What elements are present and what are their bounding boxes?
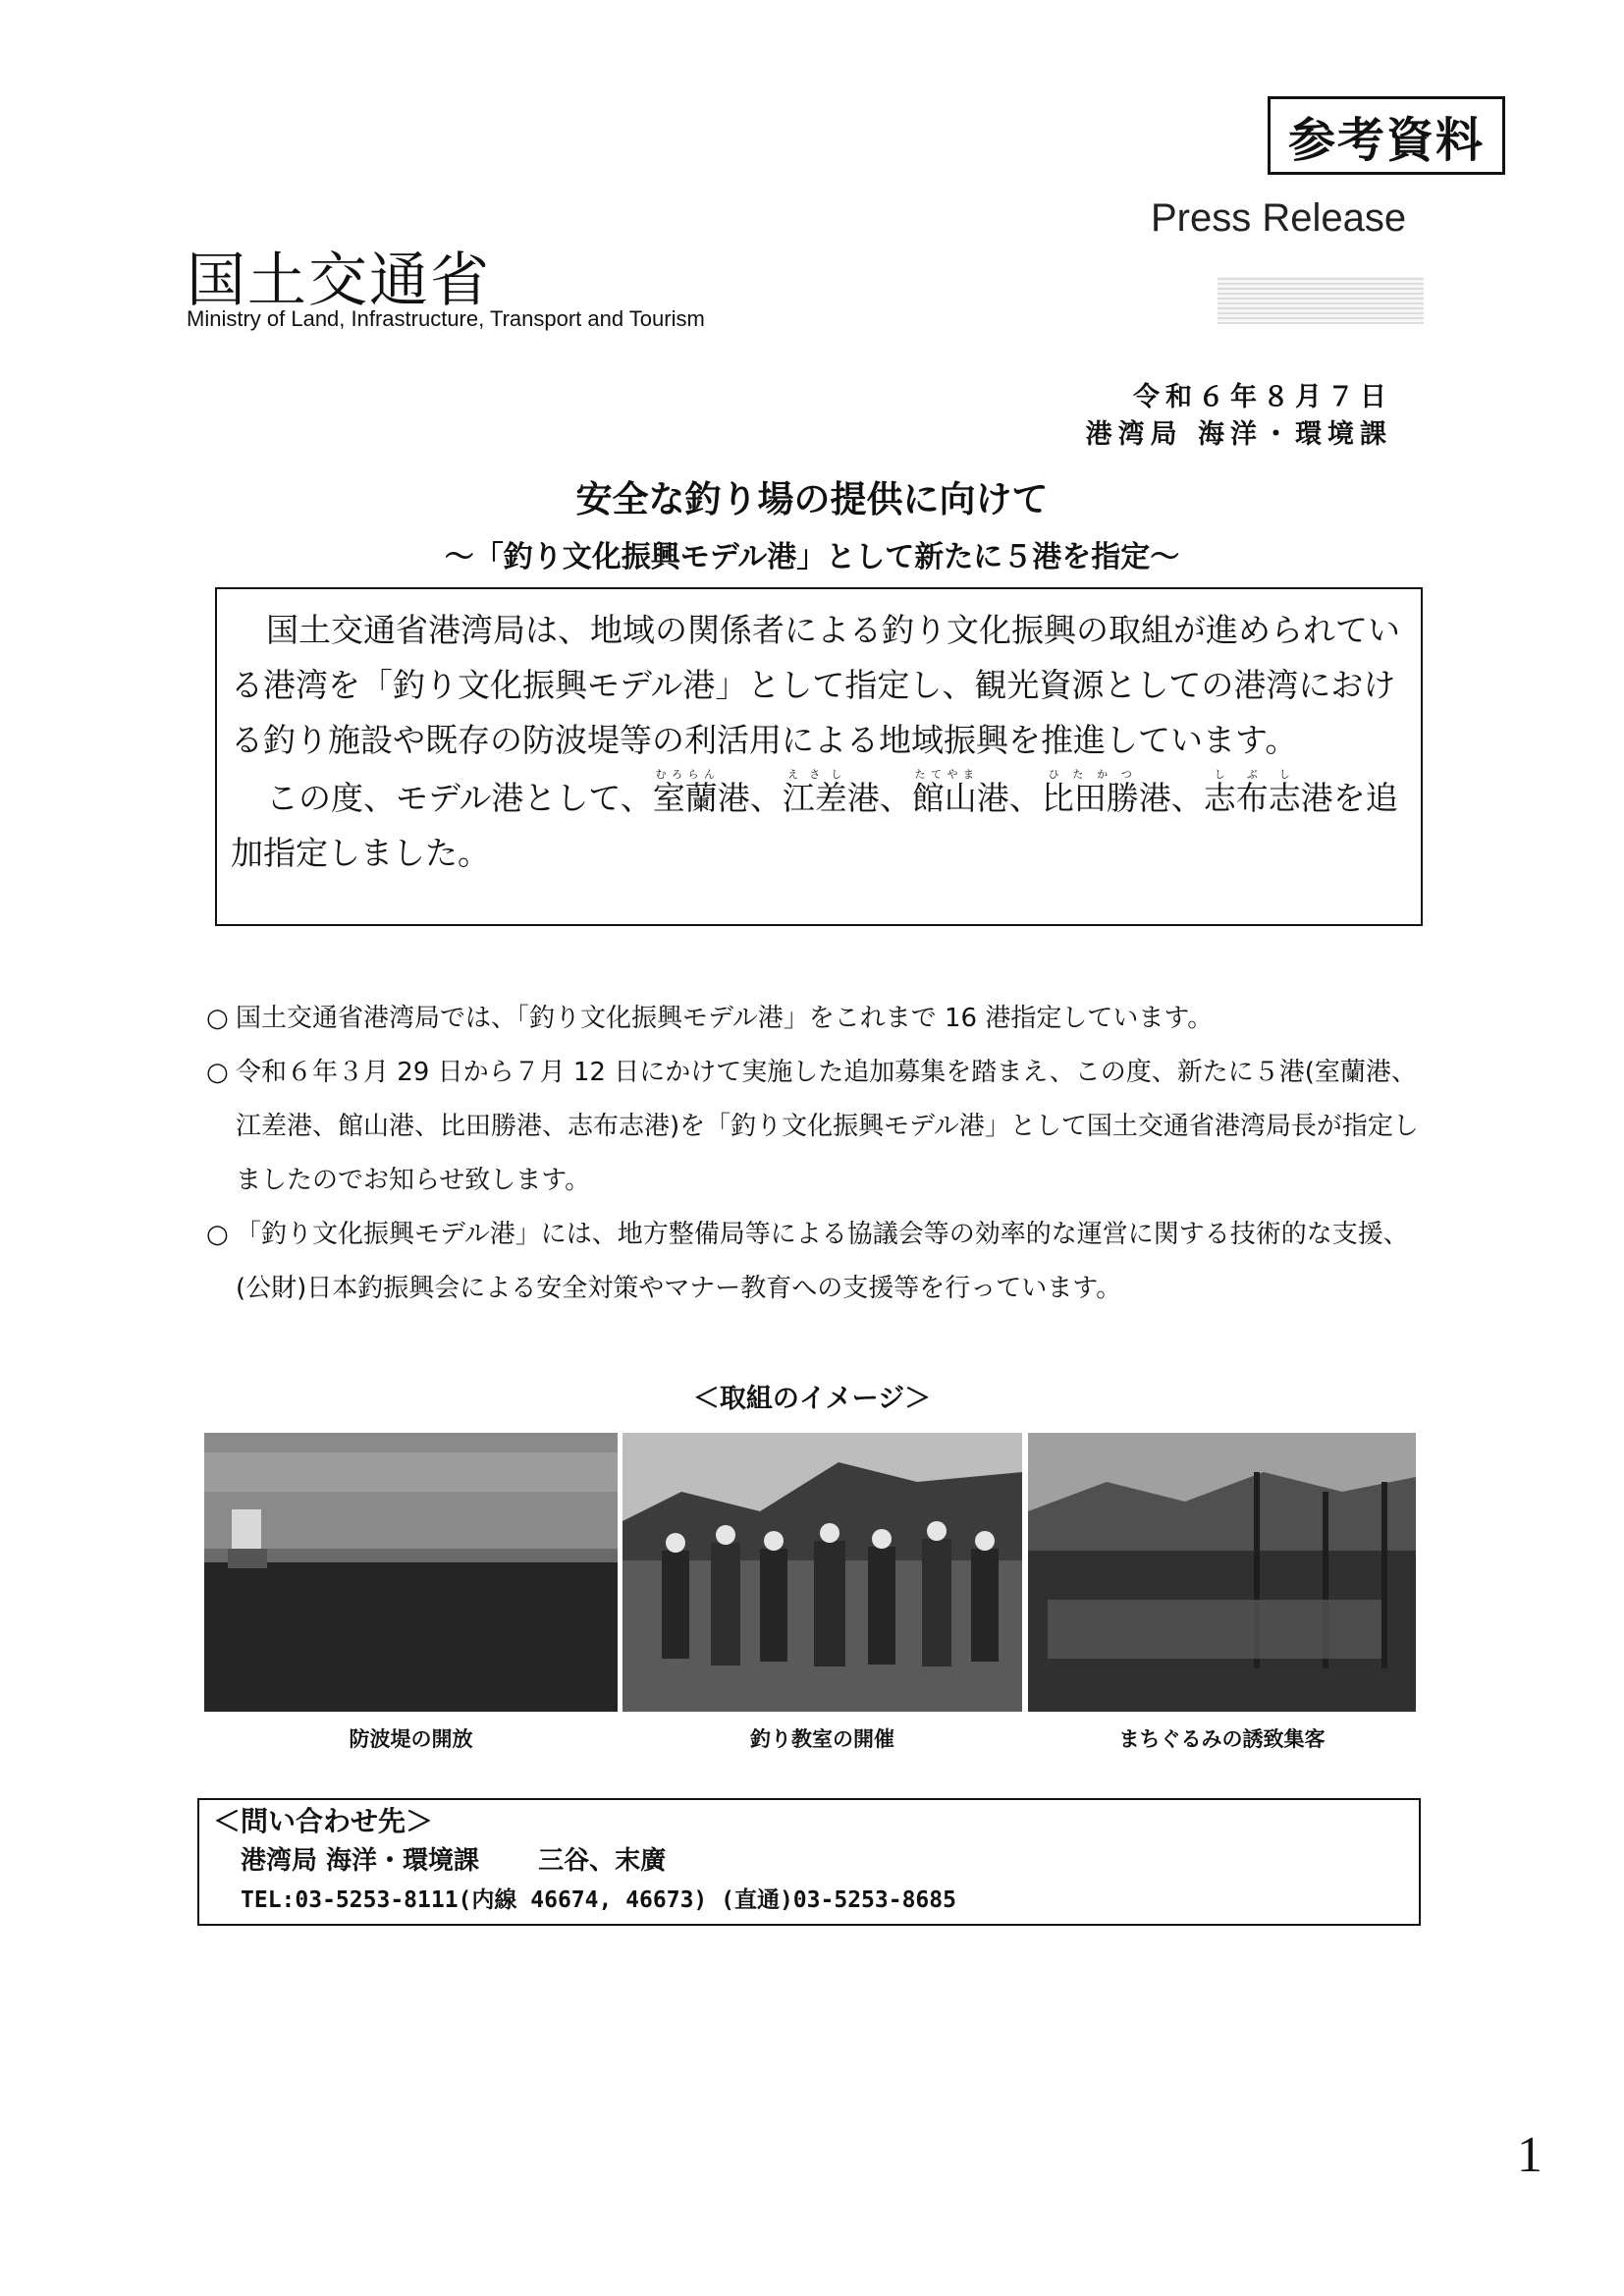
list-item [206,1208,1424,1316]
reference-material-badge: 参考資料 [1268,96,1505,175]
port-reading: たてやま [911,768,977,781]
document-subtitle: ～「釣り文化振興モデル港」として新たに５港を指定～ [444,540,1180,574]
contact-department: 港湾局 海洋・環境課 [241,1846,480,1876]
port-reading: えさし [782,768,847,781]
fishing-class-photo [623,1433,1022,1712]
town-event-photo [1028,1433,1416,1712]
caption-town-event: まちぐるみの誘致集客 [1118,1727,1326,1751]
bullet-circle-icon: ○ [206,1004,229,1033]
contact-phone: TEL:03-5253-8111(内線 46674, 46673) (直通)03-5253-8685 [241,1887,956,1913]
port-reading: ひたかつ [1041,768,1139,781]
scan-artifact [1218,277,1424,324]
port-reading: しぶし [1203,768,1301,781]
summary-paragraph-1: 国土交通省港湾局は、地域の関係者による釣り文化振興の取組が進められている港湾を「釣り文化振興モデル港」として指定し、観光資源としての港湾における釣り施設や既存の防波堤等の利活用による地域振興を推進しています。 [231,611,1400,759]
port-name: 館山たてやま [911,768,977,817]
port-name: 比田勝ひたかつ [1041,768,1139,817]
ministry-logo-name: 国土交通省 [187,246,491,315]
list-item [206,992,1424,1046]
summary-paragraph-2: この度、モデル港として、室蘭むろらん港、江差えさし港、館山たてやま港、比田勝ひたかつ港、志布志しぶし港を追加指定しました。 [231,768,1398,872]
port-reading: むろらん [652,768,718,781]
caption-breakwater: 防波堤の開放 [349,1727,473,1751]
contact-names: 三谷、末廣 [538,1846,667,1876]
bullet-text: 令和６年３月 29 日から７月 12 日にかけて実施した追加募集を踏まえ、この度、新たに５港(室蘭港、江差港、館山港、比田勝港、志布志港)を「釣り文化振興モデル港」として国土交通省港湾局長が指定しましたのでお知らせ致します。 [236,1058,1419,1195]
release-date: 令和６年８月７日 [1133,382,1392,412]
document-title: 安全な釣り場の提供に向けて [575,478,1049,520]
port-name: 志布志しぶし [1203,768,1301,817]
caption-fishing-class: 釣り教室の開催 [750,1727,894,1751]
contact-person [213,1841,1401,1881]
list-item [206,1046,1424,1208]
press-release-label: Press Release [1151,196,1407,240]
bullet-circle-icon: ○ [206,1058,229,1087]
contact-box [197,1798,1421,1926]
designated-ports: 室蘭むろらん港、江差えさし港、館山たてやま港、比田勝ひたかつ港、志布志しぶし港 [652,768,1333,817]
bullet-circle-icon: ○ [206,1220,229,1249]
breakwater-photo [204,1433,618,1712]
bullet-list [206,992,1424,1316]
ministry-english-name: Ministry of Land, Infrastructure, Transport and Tourism [187,306,705,331]
summary-box [215,587,1423,926]
bullet-text: 国土交通省港湾局では、「釣り文化振興モデル港」をこれまで 16 港指定しています。 [236,1004,1214,1033]
page-number: 1 [1517,2127,1543,2183]
issuing-department: 港湾局 海洋・環境課 [1085,419,1392,450]
contact-heading: ＜問い合わせ先＞ [213,1805,434,1837]
port-name: 室蘭むろらん [652,768,718,817]
port-name: 江差えさし [782,768,847,817]
bullet-text: 「釣り文化振興モデル港」には、地方整備局等による協議会等の効率的な運営に関する技術的な支援、(公財)日本釣振興会による安全対策やマナー教育への支援等を行っています。 [236,1220,1409,1303]
images-heading: ＜取組のイメージ＞ [692,1384,932,1414]
